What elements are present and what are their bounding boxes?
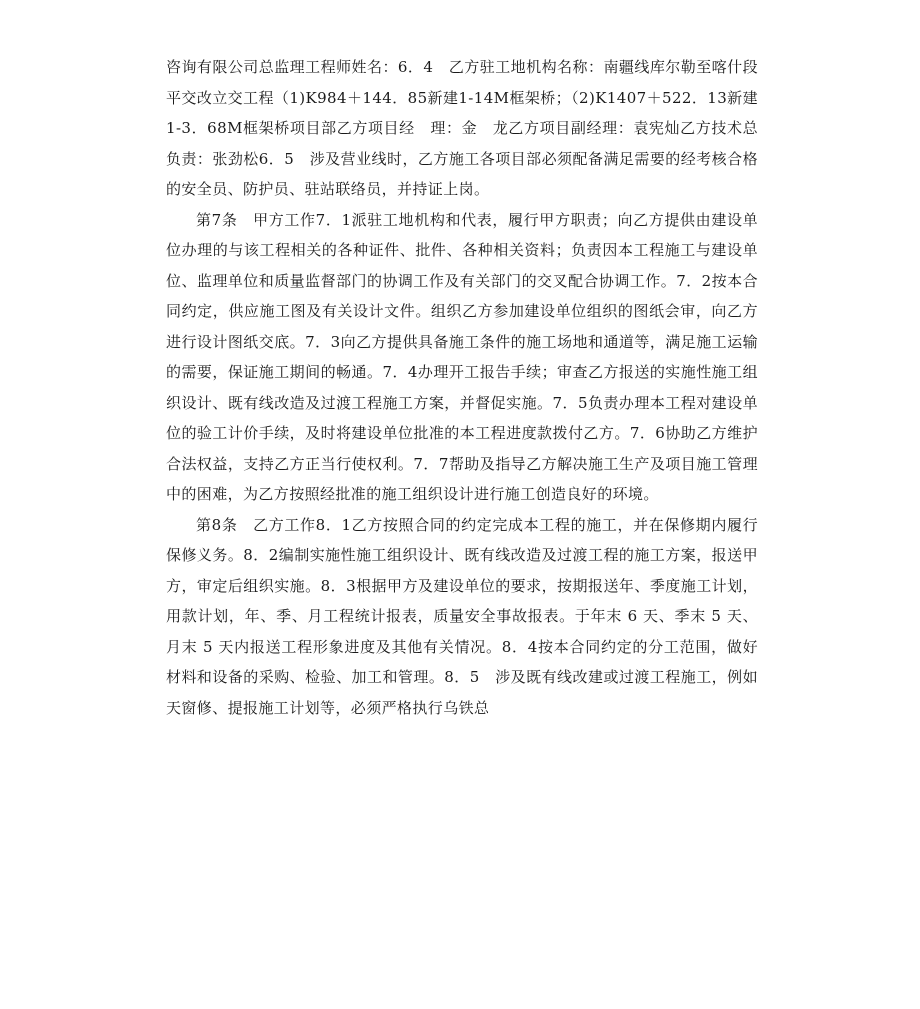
document-body: [166, 52, 758, 723]
paragraph-article-7-party-a-duties: 第7条 甲方工作7．1派驻工地机构和代表，履行甲方职责；向乙方提供由建设单位办理的与该工程相关的各种证件、批件、各种相关资料；负责因本工程施工与建设单位、监理单位和质量监督部门的协调工作及有关部门的交叉配合协调工作。7．2按本合同约定，供应施工图及有关设计文件。组织乙方参加建设单位组织的图纸会审，向乙方进行设计图纸交底。7．3向乙方提供具备施工条件的施工场地和通道等，满足施工运输的需要，保证施工期间的畅通。7．4办理开工报告手续；审查乙方报送的实施性施工组织设计、既有线改造及过渡工程施工方案，并督促实施。7．5负责办理本工程对建设单位的验工计价手续，及时将建设单位批准的本工程进度款拨付乙方。7．6协助乙方维护合法权益，支持乙方正当行使权利。7．7帮助及指导乙方解决施工生产及项目施工管理中的困难，为乙方按照经批准的施工组织设计进行施工创造良好的环境。: [166, 210, 758, 503]
paragraph-article-8-party-b-duties: 第8条 乙方工作8．1乙方按照合同的约定完成本工程的施工，并在保修期内履行保修义务。8．2编制实施性施工组织设计、既有线改造及过渡工程的施工方案，报送甲方，审定后组织实施。8．3根据甲方及建设单位的要求，按期报送年、季度施工计划，用款计划，年、季、月工程统计报表，质量安全事故报表。于年末 6 天、季末 5 天、月末 5 天内报送工程形象进度及其他有关情况。8．4按本合同约定的分工范围，做好材料和设备的采购、检验、加工和管理。8．5 涉及既有线改建或过渡工程施工，例如天窗修、提报施工计划等，必须严格执行乌铁总: [166, 515, 758, 717]
paragraph-supervision-and-project-staff: 咨询有限公司总监理工程师姓名：6．4 乙方驻工地机构名称：南疆线库尔勒至喀什段平交改立交工程（1)K984＋144．85新建1-14M框架桥；（2)K1407＋522．13新建1-3．68M框架桥项目部乙方项目经 理：金 龙乙方项目副经理：袁宪灿乙方技术总负责：张劲松6．5 涉及营业线时，乙方施工各项目部必须配备满足需要的经考核合格的安全员、防护员、驻站联络员，并持证上岗。: [166, 58, 758, 198]
